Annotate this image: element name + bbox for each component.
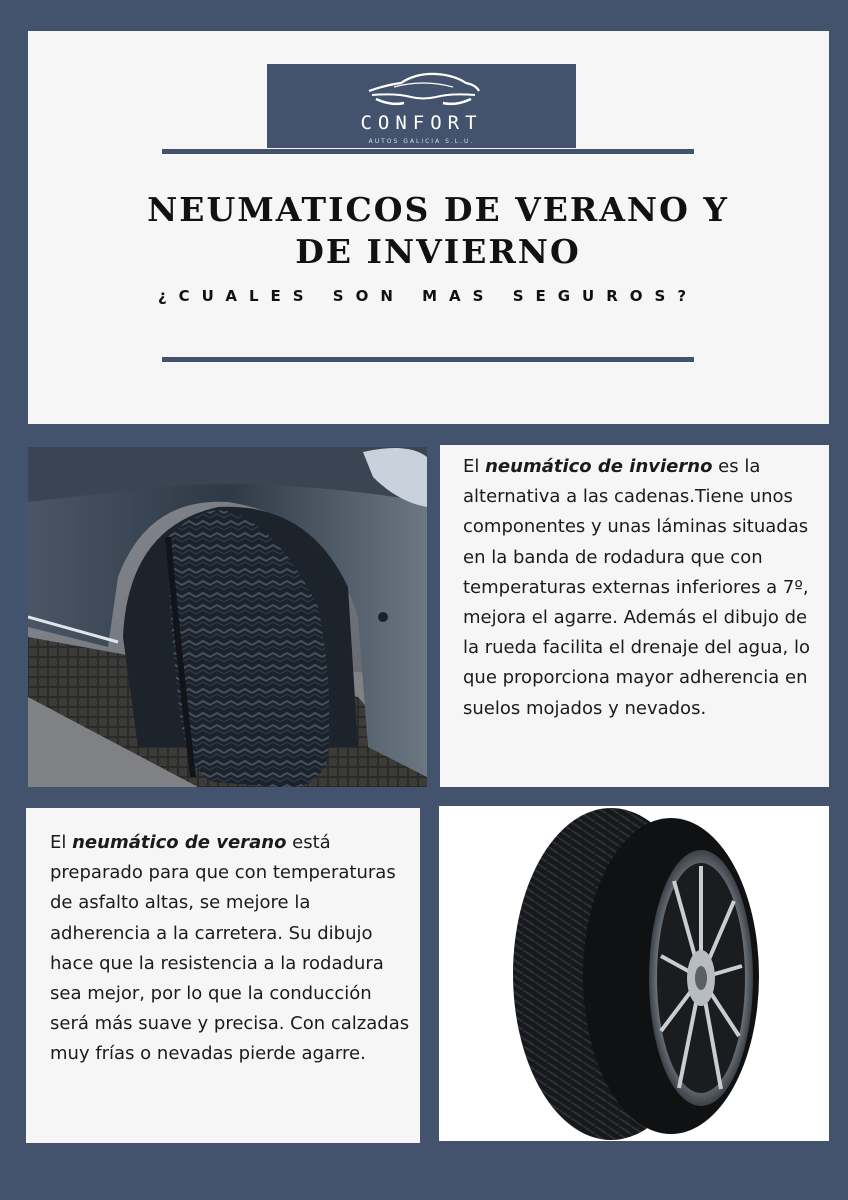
brand-logo [267,64,576,148]
winter-tire-description [463,452,825,724]
header-card [28,31,829,424]
brand-subtitle: AUTOS GALICIA S.L.U. [368,138,475,145]
winter-tire-emphasis: neumático de invierno [485,456,713,477]
brand-name: CONFORT [360,112,483,134]
page-title: NEUMATICOS DE VERANO Y DE INVIERNO [147,190,729,271]
winter-tire-photo [28,447,427,787]
summer-tire-card [26,808,420,1143]
summer-tire-photo [439,806,829,1141]
page-subtitle: ¿CUALES SON MAS SEGUROS? [157,287,699,305]
bottom-divider [162,357,694,362]
winter-tire-card [440,445,829,787]
summer-tire-description [50,828,412,1070]
winter-body-text: es la alternativa a las cadenas.Tiene unos componentes y unas láminas situadas en la banda de rodadura que con temperaturas externas inferiores a 7º, mejora el agarre. Además el dibujo de la rueda facilita el drenaje del agua, lo que proporciona mayor adherencia en suelos mojados y nevados. [463,456,811,719]
car-silhouette-icon [366,69,481,109]
top-divider [162,149,694,154]
winter-prefix: El [463,456,486,477]
summer-body-text: está preparado para que con temperaturas de asfalto altas, se mejore la adherencia a la carretera. Su dibujo hace que la resistencia a la rodadura sea mejor, por lo que la conducción será más suave y precisa. Con calzadas muy frías o nevadas pierde agarre. [50,832,410,1065]
summer-tire-emphasis: neumático de verano [72,832,287,853]
summer-prefix: El [50,832,73,853]
